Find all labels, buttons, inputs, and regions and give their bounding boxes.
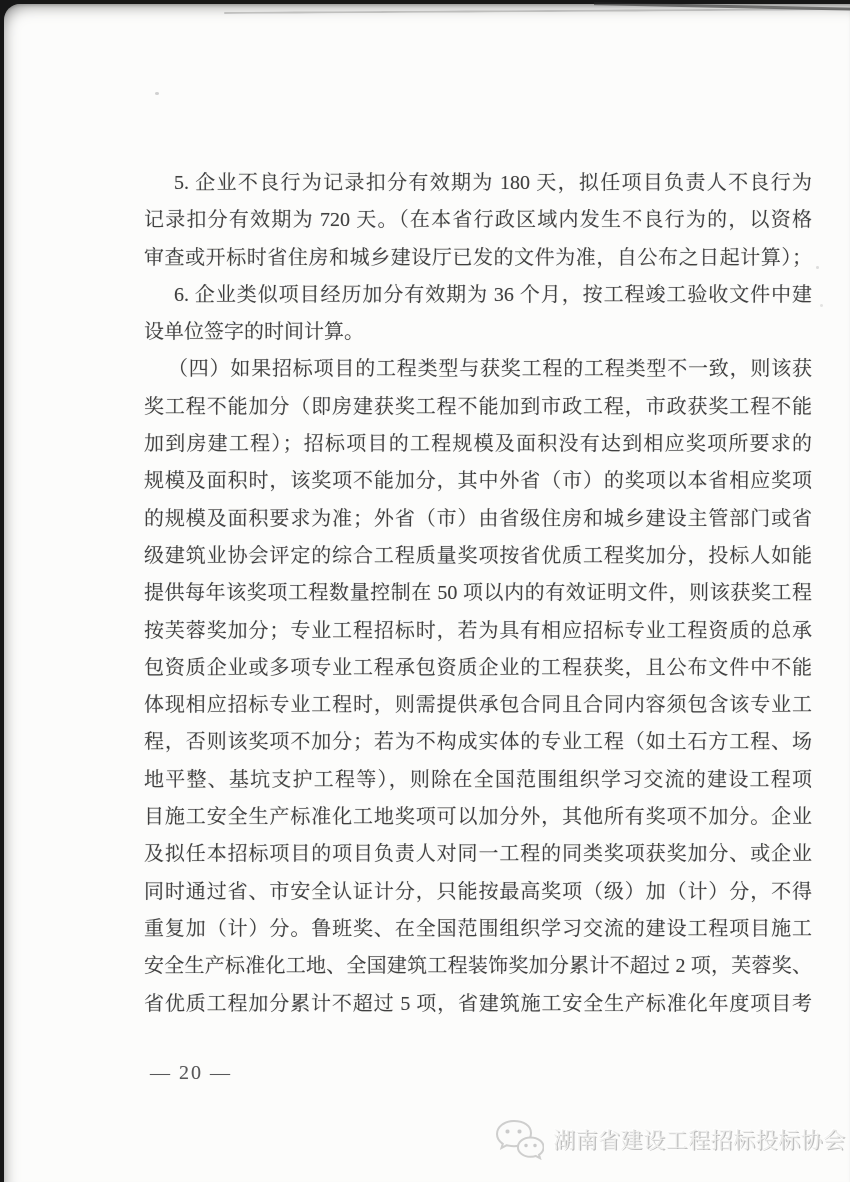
wechat-logo-icon [494,1118,544,1160]
page-top-edge [224,8,850,14]
text-line: 包资质企业或多项专业工程承包资质企业的工程获奖，且公布文件中不能 [144,656,812,679]
wechat-account-name: 湖南省建设工程招标投标协会 [553,1127,846,1153]
text-line: 5. 企业不良行为记录扣分有效期为 180 天，拟任项目负责人不良行为 [174,172,812,194]
wechat-watermark [494,1118,846,1160]
text-line: 提供每年该奖项工程数量控制在 50 项以内的有效证明文件，则该获奖工程 [144,582,812,605]
text-line: 体现相应招标专业工程时，则需提供承包合同且合同内容须包含该专业工 [144,694,812,717]
document-page [4,4,850,1182]
scan-speck [816,266,819,269]
page-number: — 20 — [150,1062,232,1084]
text-line: 设单位签字的时间计算。 [144,321,364,344]
text-line: 奖工程不能加分（即房建获奖工程不能加到市政工程，市政获奖工程不能 [144,395,812,418]
text-line: 按芙蓉奖加分；专业工程招标时，若为具有相应招标专业工程资质的总承 [144,619,812,642]
text-line: 及拟任本招标项目的项目负责人对同一工程的同类奖项获奖加分、或企业 [144,843,812,866]
text-line: 6. 企业类似项目经历加分有效期为 36 个月，按工程竣工验收文件中建 [174,283,812,306]
scan-speck [820,304,823,307]
text-line: 审查或开标时省住房和城乡建设厅已发的文件为准，自公布之日起计算）； [144,246,812,269]
scan-speck [155,92,159,95]
text-line: 的规模及面积要求为准；外省（市）由省级住房和城乡建设主管部门或省 [144,507,812,530]
text-line: 地平整、基坑支护工程等），则除在全国范围组织学习交流的建设工程项 [144,768,812,791]
text-line: 级建筑业协会评定的综合工程质量奖项按省优质工程奖加分，投标人如能 [144,544,812,567]
document-body [144,165,812,1023]
text-line: 同时通过省、市安全认证计分，只能按最高奖项（级）加（计）分，不得 [144,880,812,903]
text-line: 加到房建工程）；招标项目的工程规模及面积没有达到相应奖项所要求的 [144,433,812,456]
text-line: 程，否则该奖项不加分；若为不构成实体的专业工程（如土石方工程、场 [144,731,812,754]
text-line: 省优质工程加分累计不超过 5 项，省建筑施工安全生产标准化年度项目考 [144,992,812,1015]
text-line: 重复加（计）分。鲁班奖、在全国范围组织学习交流的建设工程项目施工 [144,917,812,940]
text-line: 规模及面积时，该奖项不能加分，其中外省（市）的奖项以本省相应奖项 [144,470,812,493]
text-line: 安全生产标准化工地、全国建筑工程装饰奖加分累计不超过 2 项，芙蓉奖、 [144,955,812,978]
text-line: 记录扣分有效期为 720 天。（在本省行政区域内发生不良行为的，以资格 [144,209,812,232]
text-line: 目施工安全生产标准化工地奖项可以加分外，其他所有奖项不加分。企业 [144,806,812,829]
text-line: （四）如果招标项目的工程类型与获奖工程的工程类型不一致，则该获 [168,358,812,381]
